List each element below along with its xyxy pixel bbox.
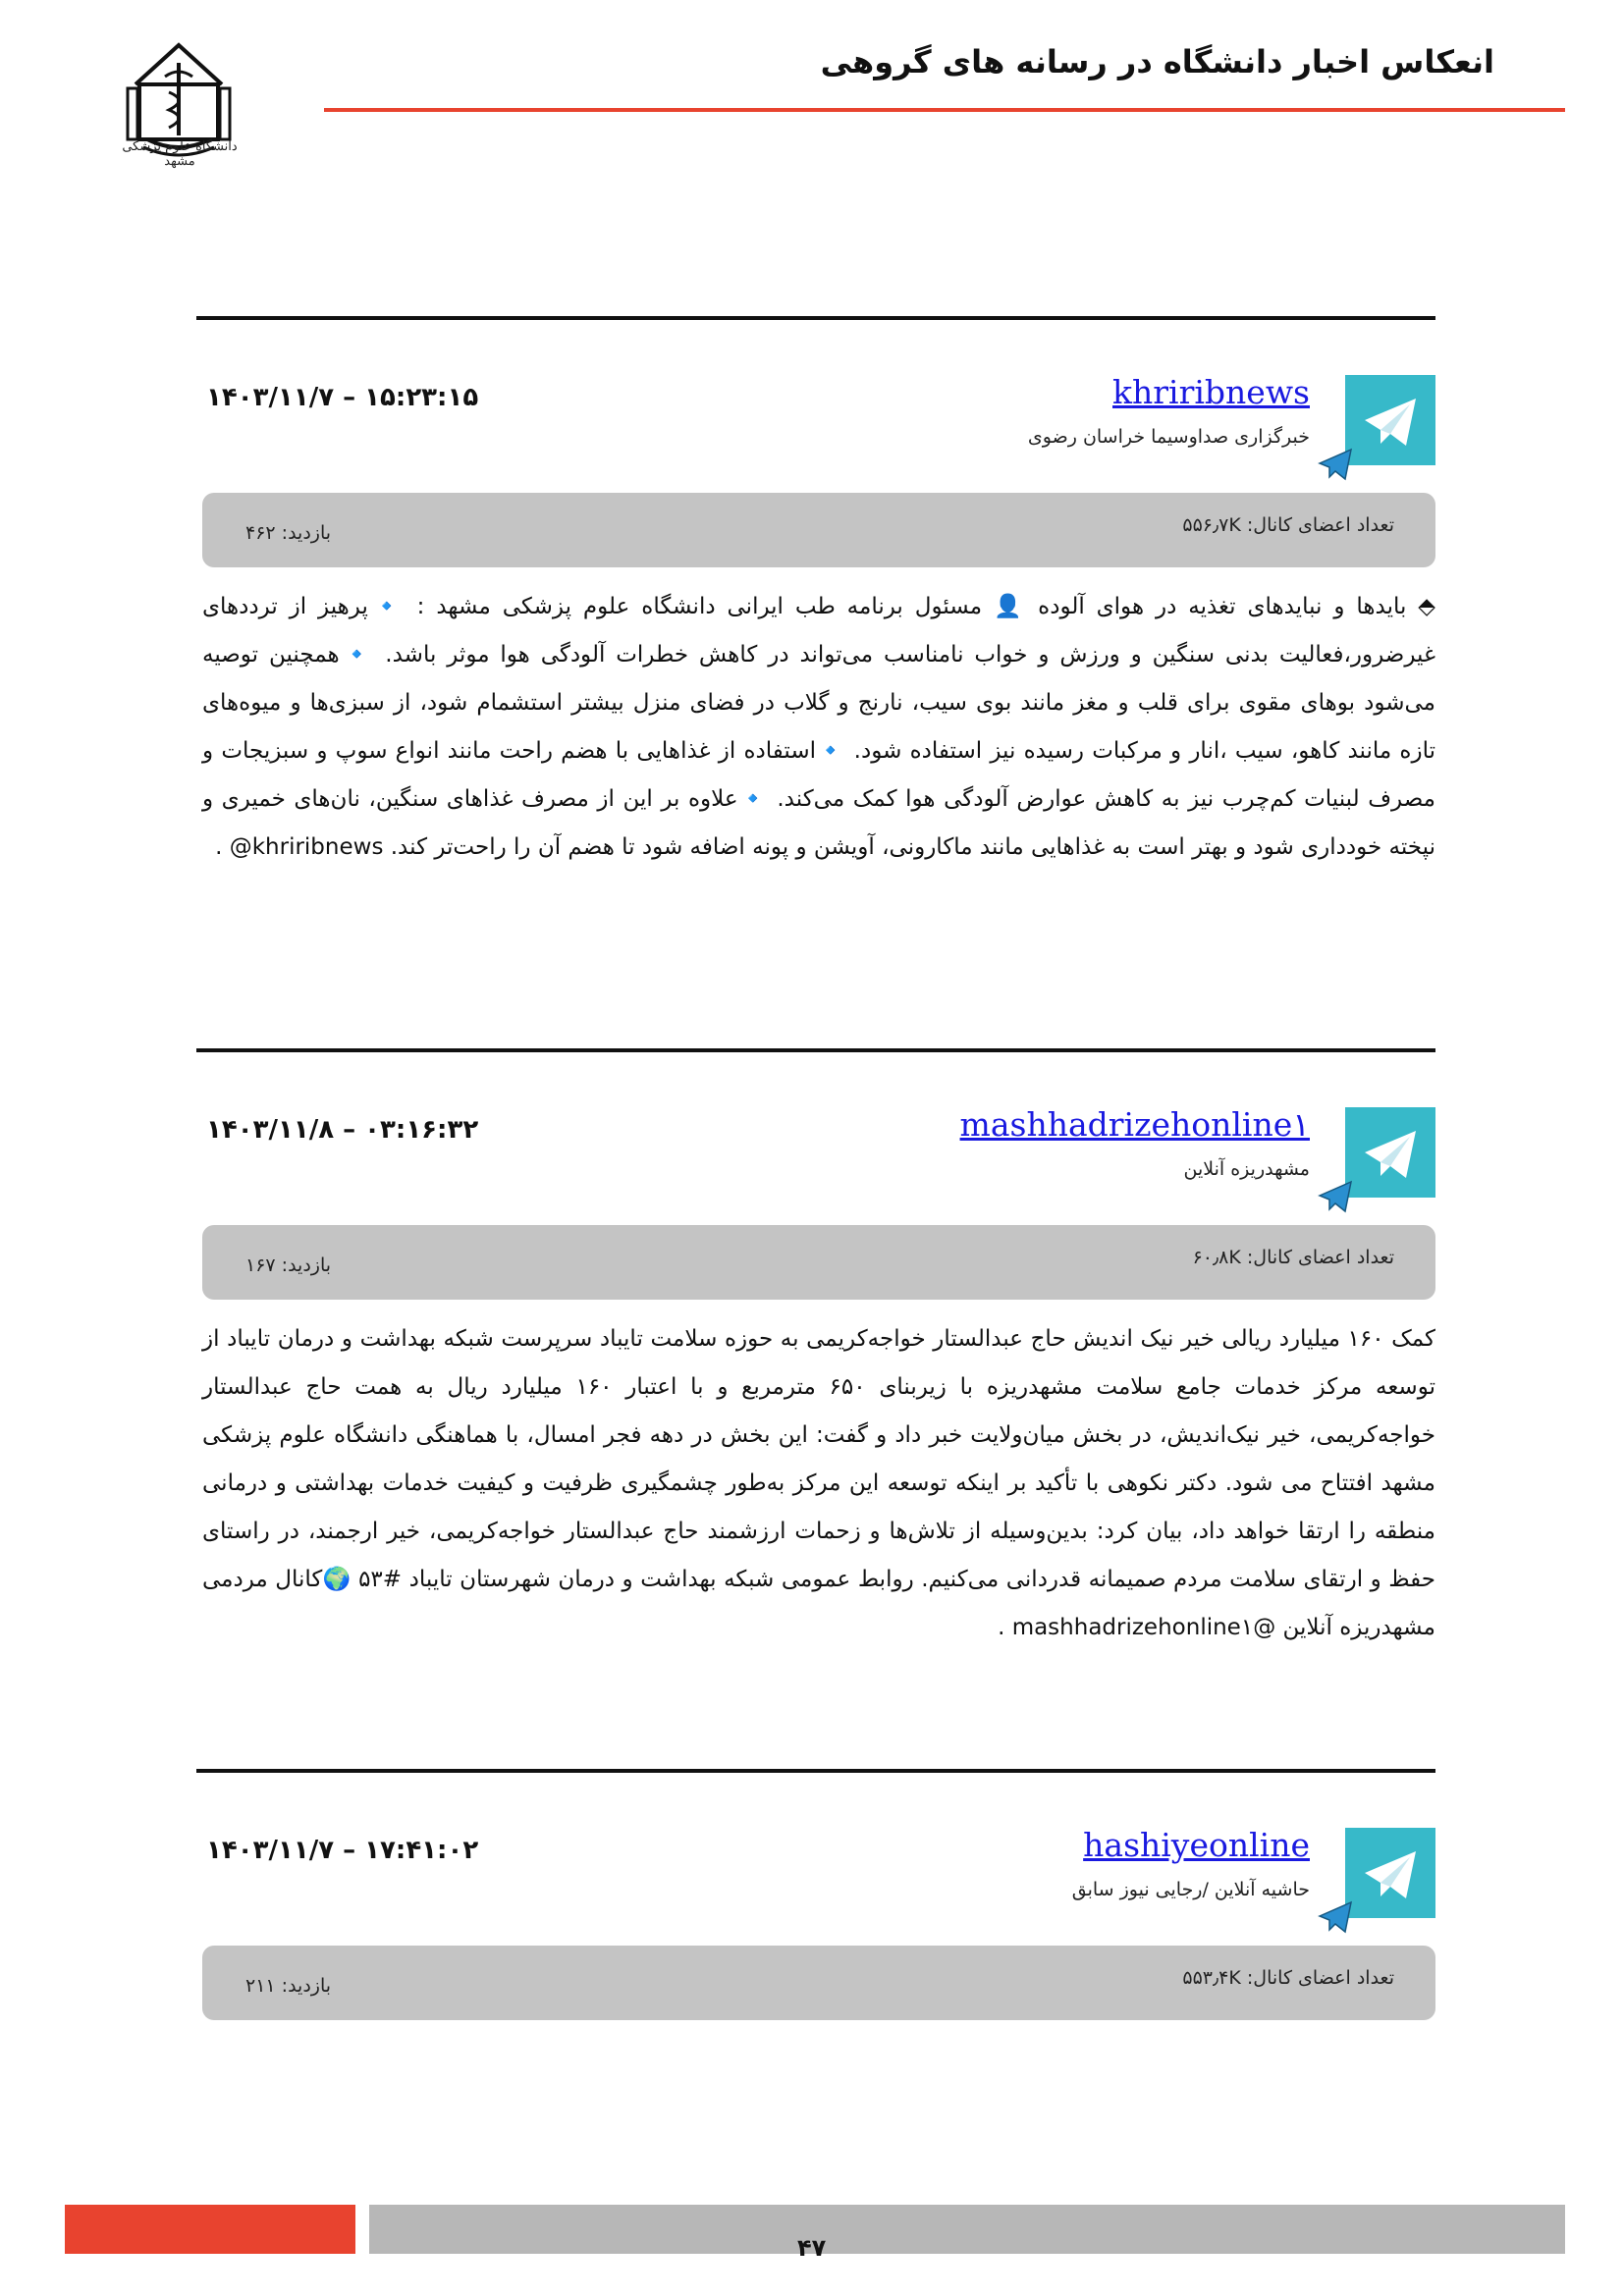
telegram-icon xyxy=(1345,1828,1435,1918)
members-count: تعداد اعضای کانال: ۵۵۳٫۴K xyxy=(1182,1967,1394,1989)
footer-bar xyxy=(369,2205,1565,2254)
views-count: بازدید: ۲۱۱ xyxy=(245,1975,332,1997)
post-body: ⬘ بایدها و نبایدهای تغذیه در هوای آلوده 👤 مسئول برنامه طب ایرانی دانشگاه علوم پزشکی مشهد : 🔹پرهیز از ترددهای غیرضرور،فعالیت بدنی سنگین و ورزش و خواب نامناسب می‌تواند در کاهش خطرات آلودگی هوا موثر باشد. 🔹همچنین توصیه می‌شود بوهای مقوی برای قلب و مغز مانند بوی سیب، نارنج و گلاب در فضای منزل بیشتر استشمام شود، از سبزی‌ها و میوه‌های تازه مانند کاهو، سیب ،انار و مرکبات رسیده نیز استفاده شود. 🔹استفاده از غذاهایی با هضم راحت مانند انواع سوپ و سبزیجات و مصرف لبنیات کم‌چرب نیز به کاهش عوارض آلودگی هوا کمک می‌کند. 🔹علاوه بر این از مصرف غذاهای سنگین، نان‌های خمیری و نپخته خودداری شود و بهتر است به غذاهایی مانند ماکارونی، آویشن و پونه اضافه شود تا هضم آن را راحت‌تر کند. khriribnews@ . xyxy=(202,594,1435,860)
post-datetime: ۱۴۰۳/۱۱/۸ – ۰۳:۱۶:۳۲ xyxy=(206,1115,479,1145)
stats-bar xyxy=(202,1225,1435,1300)
telegram-icon xyxy=(1345,1107,1435,1198)
channel-link[interactable]: hashiyeonline xyxy=(1083,1826,1310,1864)
page-title: انعکاس اخبار دانشگاه در رسانه های گروهی xyxy=(820,43,1494,80)
stats-bar xyxy=(202,1946,1435,2020)
telegram-icon xyxy=(1345,375,1435,465)
stats-bar xyxy=(202,493,1435,567)
channel-source: خبرگزاری صداوسیما خراسان رضوی xyxy=(1027,426,1310,448)
post-card xyxy=(196,1048,1435,1657)
logo-caption: دانشگاه علوم پزشکی مشهد xyxy=(122,139,238,169)
post-separator xyxy=(196,1769,1435,1773)
members-count: تعداد اعضای کانال: ۵۵۶٫۷K xyxy=(1182,514,1394,536)
footer-accent-bar xyxy=(65,2205,355,2254)
members-count: تعداد اعضای کانال: ۶۰٫۸K xyxy=(1192,1247,1394,1268)
views-count: بازدید: ۴۶۲ xyxy=(245,522,332,544)
views-count: بازدید: ۱۶۷ xyxy=(245,1255,332,1276)
post-body: کمک ۱۶۰ میلیارد ریالی خیر نیک اندیش حاج عبدالستار خواجه‌کریمی به حوزه سلامت تایباد سرپرست شبکه بهداشت و درمان تایباد از توسعه مرکز خدمات جامع سلامت مشهدریزه با زیربنای ۶۵۰ مترمربع و با اعتبار ۱۶۰ میلیارد ریال به همت حاج عبدالستار خواجه‌کریمی، خیر نیک‌اندیش، در بخش میان‌ولایت خبر داد و گفت: این بخش در دهه فجر امسال، با هماهنگی دانشگاه علوم پزشکی مشهد افتتاح می شود. دکتر نکوهی با تأکید بر اینکه توسعه این مرکز به‌طور چشمگیری ظرفیت و کیفیت خدمات بهداشتی و درمانی منطقه را ارتقا خواهد داد، بیان کرد: بدین‌وسیله از تلاش‌ها و زحمات ارزشمند حاج عبدالستار خواجه‌کریمی، خیر ارجمند، در راستای حفظ و ارتقای سلامت مردم صمیمانه قدردانی می‌کنیم. روابط عمومی شبکه بهداشت و درمان شهرستان تایباد #۵۳ 🌍کانال مردمی مشهدریزه آنلاین @mashhadrizehonline۱ . xyxy=(202,1326,1435,1640)
channel-link[interactable]: mashhadrizehonline۱ xyxy=(959,1105,1310,1144)
post-datetime: ۱۴۰۳/۱۱/۷ – ۱۷:۴۱:۰۲ xyxy=(206,1836,479,1865)
post-datetime: ۱۴۰۳/۱۱/۷ – ۱۵:۲۳:۱۵ xyxy=(206,383,479,412)
post-separator xyxy=(196,316,1435,320)
post-card xyxy=(196,316,1435,925)
telegram-small-icon xyxy=(1318,448,1353,481)
page-number: ۴۷ xyxy=(797,2234,827,2262)
header-divider xyxy=(324,108,1565,112)
post-card xyxy=(196,1769,1435,2034)
channel-source: مشهدریزه آنلاین xyxy=(1183,1158,1310,1180)
channel-source: حاشیه آنلاین /رجایی نیوز سابق xyxy=(1071,1879,1310,1900)
post-separator xyxy=(196,1048,1435,1052)
telegram-small-icon xyxy=(1318,1900,1353,1934)
channel-link[interactable]: khriribnews xyxy=(1112,373,1310,411)
telegram-small-icon xyxy=(1318,1180,1353,1213)
